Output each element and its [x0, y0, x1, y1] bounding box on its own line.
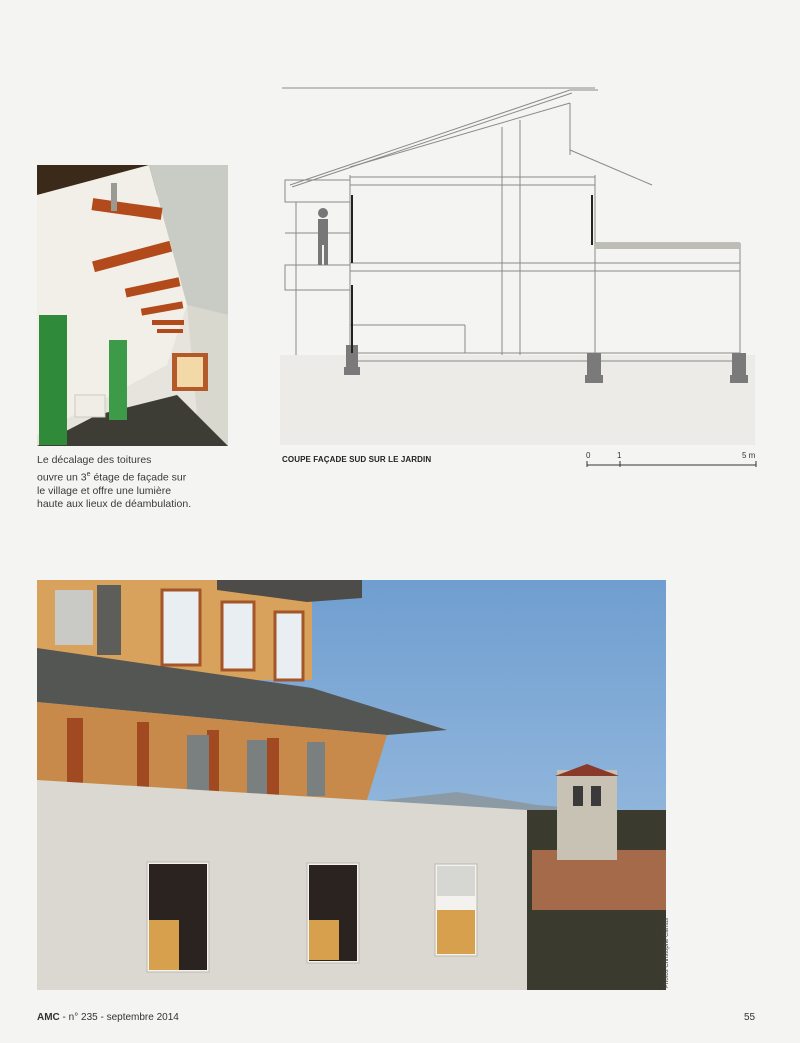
caption-line-3: le village et offre une lumière: [37, 484, 172, 497]
photo-caption: [37, 454, 217, 512]
photo-credit: Photos Christophe Camus: [664, 917, 670, 988]
scale-label-1: 1: [617, 451, 622, 460]
drawing-title: COUPE FAÇADE SUD SUR LE JARDIN: [282, 455, 432, 464]
page-number: 55: [744, 1012, 756, 1023]
issue-info: - n° 235 - septembre 2014: [59, 1012, 179, 1023]
magazine-name: AMC: [37, 1012, 60, 1023]
scale-bar: [584, 451, 759, 471]
caption-line-4: haute aux lieux de déambulation.: [37, 498, 192, 510]
scale-line: [584, 460, 759, 468]
corridor-photo: [37, 165, 228, 446]
footer-issue: [37, 1012, 179, 1023]
building-photo: [37, 580, 666, 990]
scale-label-0: 0: [586, 451, 591, 460]
section-drawing: [280, 85, 760, 447]
caption-line-2: ouvre un 3e étage de façade sur: [37, 470, 187, 483]
caption-line-1: Le décalage des toitures: [37, 454, 152, 466]
scale-label-5m: 5 m: [742, 451, 756, 460]
